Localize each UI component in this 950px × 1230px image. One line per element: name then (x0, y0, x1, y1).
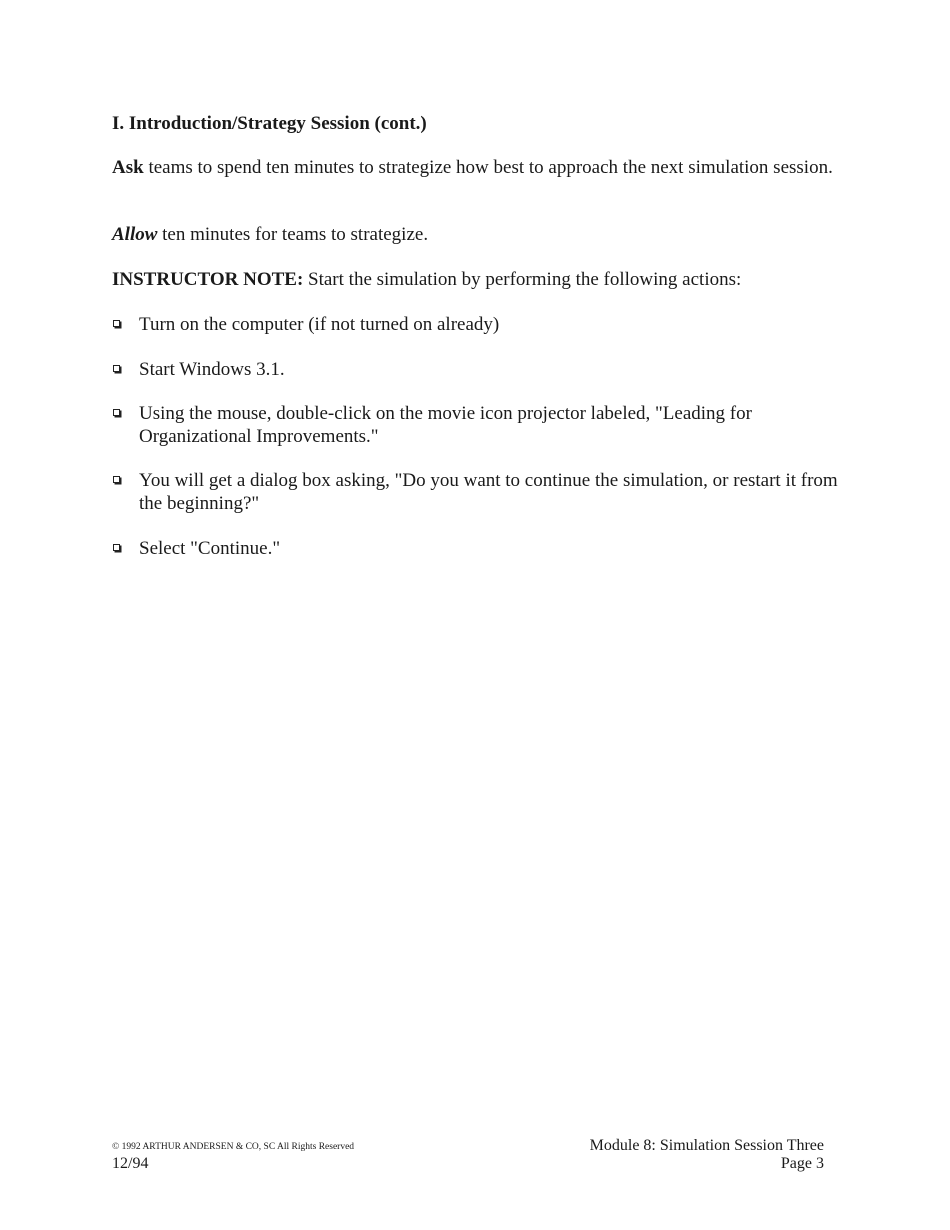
instructor-note (112, 268, 842, 291)
footer-page-number: Page 3 (780, 1155, 824, 1172)
checklist-item-text: Start Windows 3.1. (139, 359, 285, 380)
checkbox-bullet-icon (113, 365, 120, 372)
checkbox-bullet-icon (113, 544, 120, 551)
paragraph-allow-lead: Allow (112, 224, 158, 245)
paragraph-ask (112, 156, 842, 179)
checklist-item-text: You will get a dialog box asking, "Do you want to continue the simulation, or restart it from the beginning?" (139, 470, 838, 514)
paragraph-ask-text: teams to spend ten minutes to strategize how best to approach the next simulation session. (143, 157, 833, 178)
paragraph-allow-text: ten minutes for teams to strategize. (157, 224, 429, 245)
instructor-note-text: Start the simulation by performing the following actions: (303, 269, 742, 290)
checklist-item-text: Select "Continue." (139, 538, 281, 559)
paragraph-allow (112, 223, 842, 246)
paragraph-ask-lead: Ask (112, 157, 144, 178)
footer-module: Module 8: Simulation Session Three (589, 1137, 824, 1154)
instructor-note-lead: INSTRUCTOR NOTE: (112, 269, 304, 290)
footer-module-info (590, 1137, 824, 1173)
checklist-item-text: Using the mouse, double-click on the movie icon projector labeled, "Leading for Organizational Improvements." (139, 403, 752, 447)
checkbox-bullet-icon (113, 409, 120, 416)
checkbox-bullet-icon (113, 320, 120, 327)
footer-date: 12/94 (112, 1155, 149, 1172)
checklist-item-text: Turn on the computer (if not turned on already) (139, 314, 500, 335)
section-heading: I. Introduction/Strategy Session (cont.) (112, 113, 427, 134)
checkbox-bullet-icon (113, 476, 120, 483)
footer-copyright: © 1992 ARTHUR ANDERSEN & CO, SC All Rights Reserved (112, 1142, 355, 1152)
